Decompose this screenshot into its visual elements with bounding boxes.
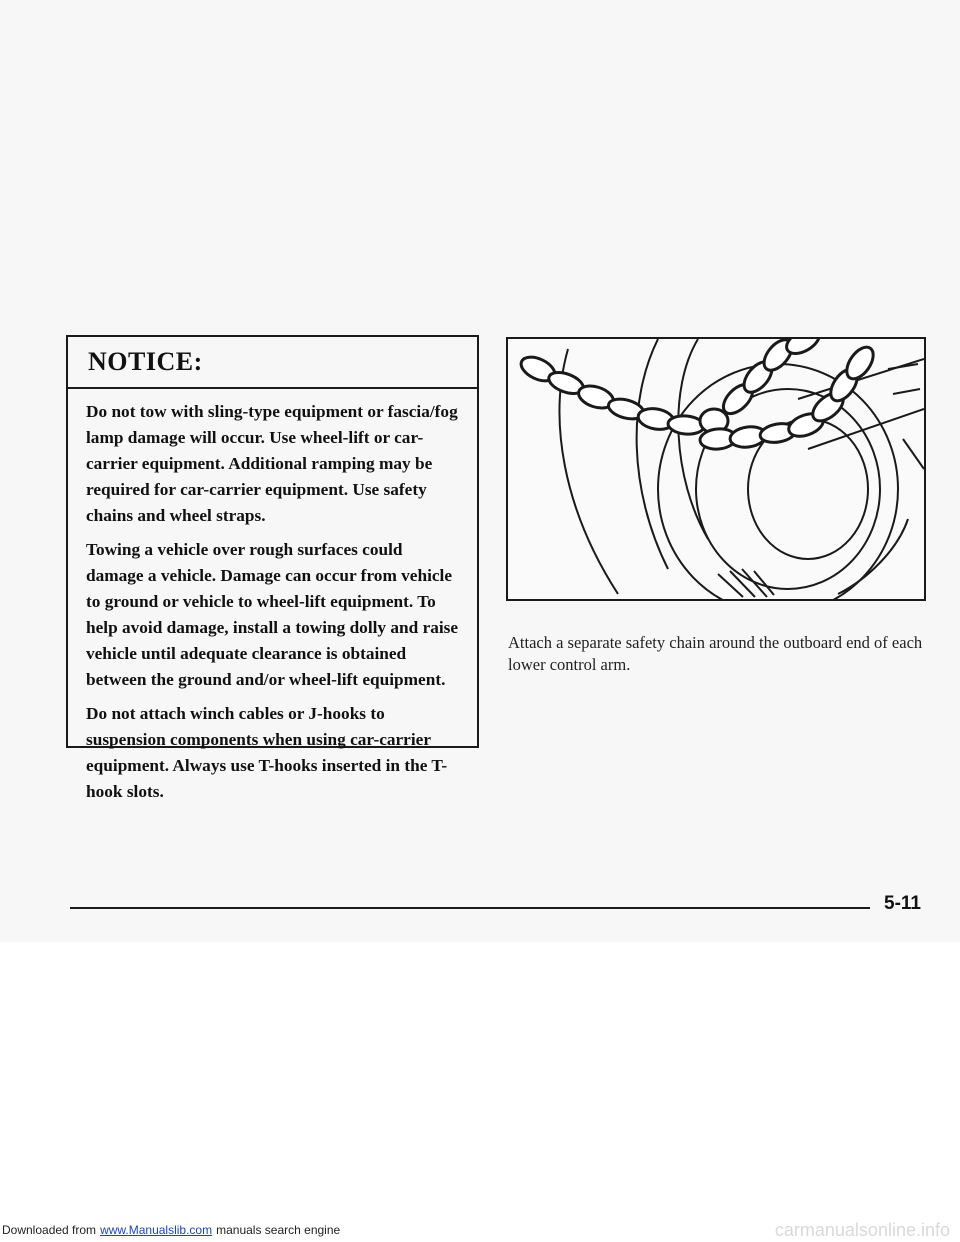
chain-wheel-drawing — [508, 339, 924, 599]
safety-chain-illustration — [506, 337, 926, 601]
manualslib-link[interactable]: www.Manualslib.com — [100, 1223, 213, 1237]
page-number: 5-11 — [884, 893, 921, 914]
notice-body — [68, 389, 477, 805]
notice-paragraph-1: Do not tow with sling-type equipment or fascia/fog lamp damage will occur. Use wheel-lift or car-carrier equipment. Additional ramping may be required for car-carrier equipment. Use safety chains and wheel straps. — [86, 402, 458, 525]
notice-paragraph-3: Do not attach winch cables or J-hooks to suspension components when using car-carrier equipment. Always use T-hooks inserted in the T-hook slots. — [86, 704, 448, 801]
notice-box — [66, 335, 479, 801]
notice-header — [68, 337, 477, 389]
site-watermark: carmanualsonline.info — [774, 1219, 950, 1240]
footer-rule — [70, 907, 870, 909]
figure-caption: Attach a separate safety chain around the outboard end of each lower control arm. — [508, 633, 923, 674]
notice-paragraph-2: Towing a vehicle over rough surfaces could damage a vehicle. Damage can occur from vehicle to ground or vehicle to wheel-lift equipment. To help avoid damage, install a towing dolly and raise vehicle until adequate clearance is obtained between the ground and/or wheel-lift equipment. — [86, 540, 459, 689]
banner-prefix: Downloaded from — [2, 1223, 97, 1237]
banner-suffix: manuals search engine — [216, 1223, 341, 1237]
notice-title: NOTICE: — [88, 347, 203, 376]
tire-outline — [658, 364, 898, 599]
